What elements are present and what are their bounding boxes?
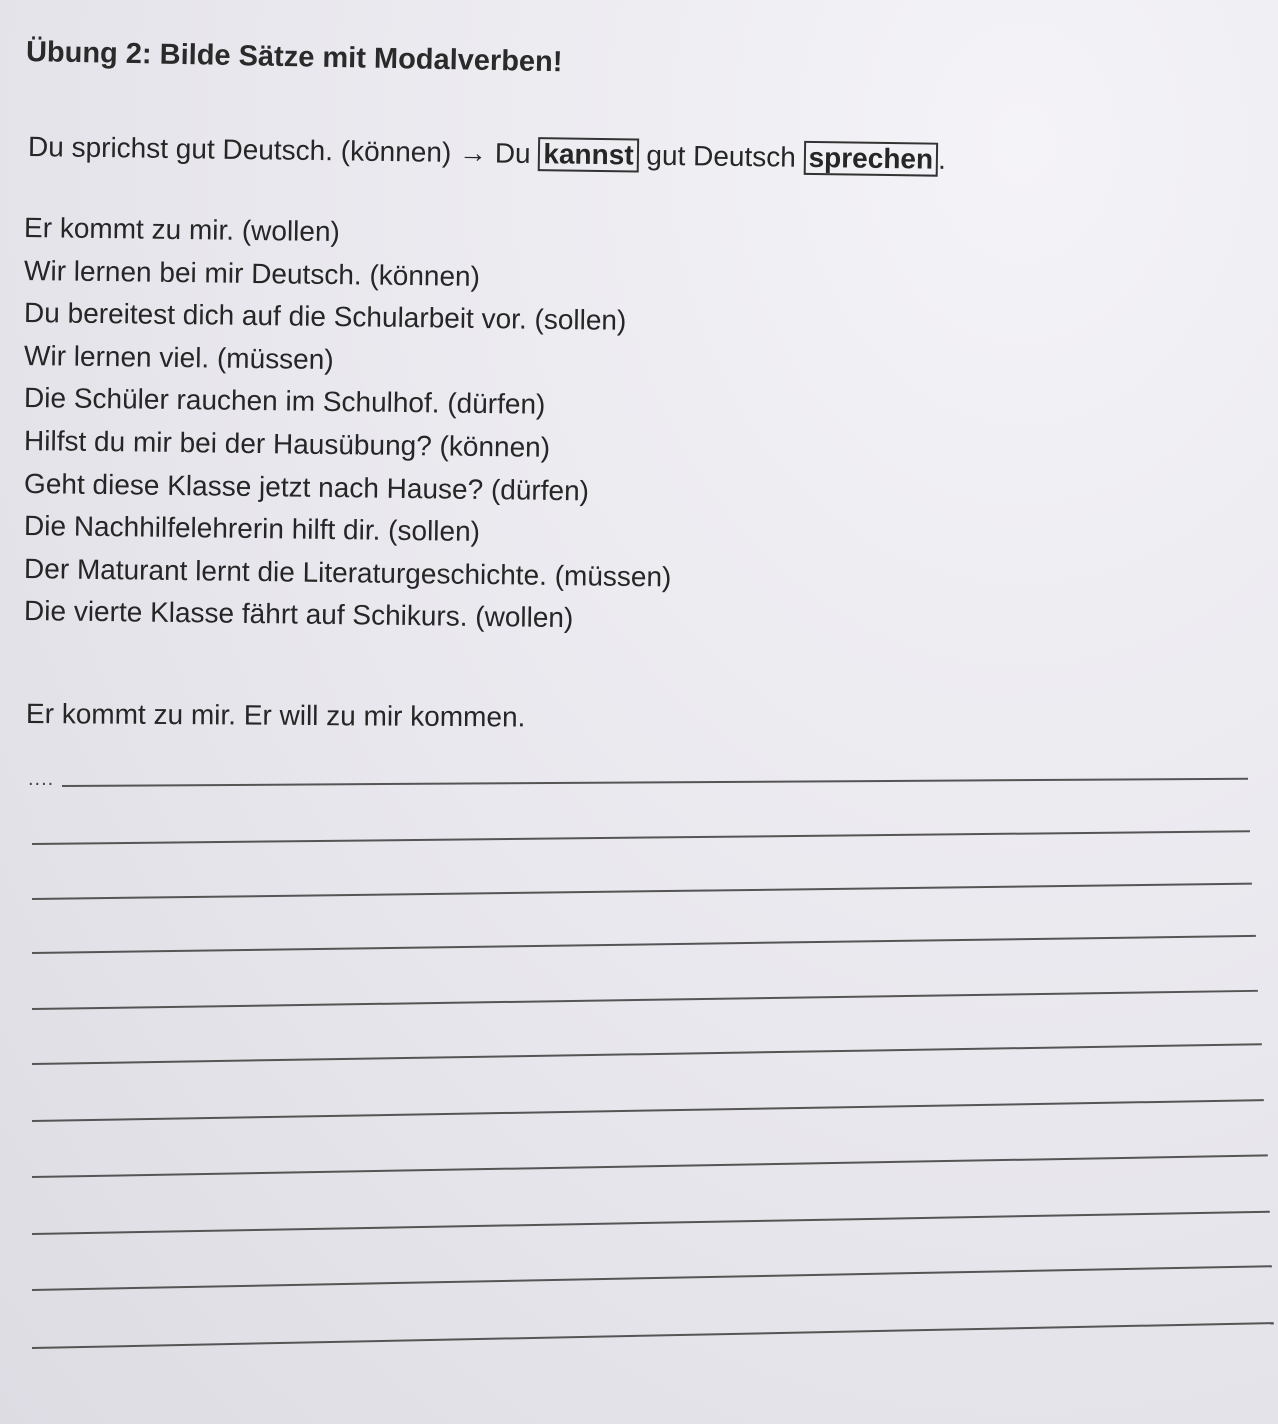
example-middle: gut Deutsch bbox=[638, 139, 804, 173]
example-modal-verb-box: kannst bbox=[538, 137, 639, 172]
answer-example: Er kommt zu mir. Er will zu mir kommen. bbox=[25, 698, 526, 733]
exercise-item: Du bereitest dich auf die Schularbeit vor. (sollen) bbox=[23, 297, 627, 337]
exercise-title: Übung 2: Bilde Sätze mit Modalverben! bbox=[25, 36, 563, 79]
exercise-item: Hilfst du mir bei der Hausübung? (können) bbox=[23, 424, 551, 463]
exercise-item: Wir lernen bei mir Deutsch. (können) bbox=[23, 254, 481, 292]
answer-line[interactable] bbox=[32, 1265, 1272, 1290]
answer-line[interactable] bbox=[32, 1211, 1270, 1235]
exercise-item: Die Nachhilfelehrerin hilft dir. (sollen) bbox=[23, 510, 481, 548]
answer-line[interactable] bbox=[62, 778, 1248, 787]
answer-line[interactable] bbox=[32, 1154, 1268, 1177]
answer-line[interactable] bbox=[32, 935, 1256, 954]
answer-line[interactable] bbox=[32, 1043, 1262, 1064]
exercise-item: Er kommt zu mir. (wollen) bbox=[23, 212, 341, 248]
exercise-item: Der Maturant lernt die Literaturgeschichte. (müssen) bbox=[23, 552, 672, 593]
exercise-item: Die Schüler rauchen im Schulhof. (dürfen) bbox=[23, 382, 546, 421]
exercise-list bbox=[24, 210, 671, 636]
answer-line[interactable] bbox=[32, 1322, 1274, 1349]
answer-line[interactable] bbox=[32, 1099, 1264, 1121]
answer-line[interactable] bbox=[32, 830, 1250, 844]
exercise-item: Die vierte Klasse fährt auf Schikurs. (wollen) bbox=[23, 595, 574, 634]
answer-dots: .... bbox=[28, 768, 55, 790]
answer-line[interactable] bbox=[32, 990, 1258, 1010]
example-end: . bbox=[937, 143, 947, 175]
answer-line[interactable] bbox=[32, 883, 1252, 900]
exercise-item: Geht diese Klasse jetzt nach Hause? (dürfen) bbox=[23, 467, 590, 506]
example-sentence bbox=[28, 130, 946, 177]
example-prefix: Du sprichst gut Deutsch. (können) → Du bbox=[27, 131, 539, 170]
example-infinitive-box: sprechen bbox=[803, 141, 938, 177]
exercise-item: Wir lernen viel. (müssen) bbox=[23, 339, 334, 375]
